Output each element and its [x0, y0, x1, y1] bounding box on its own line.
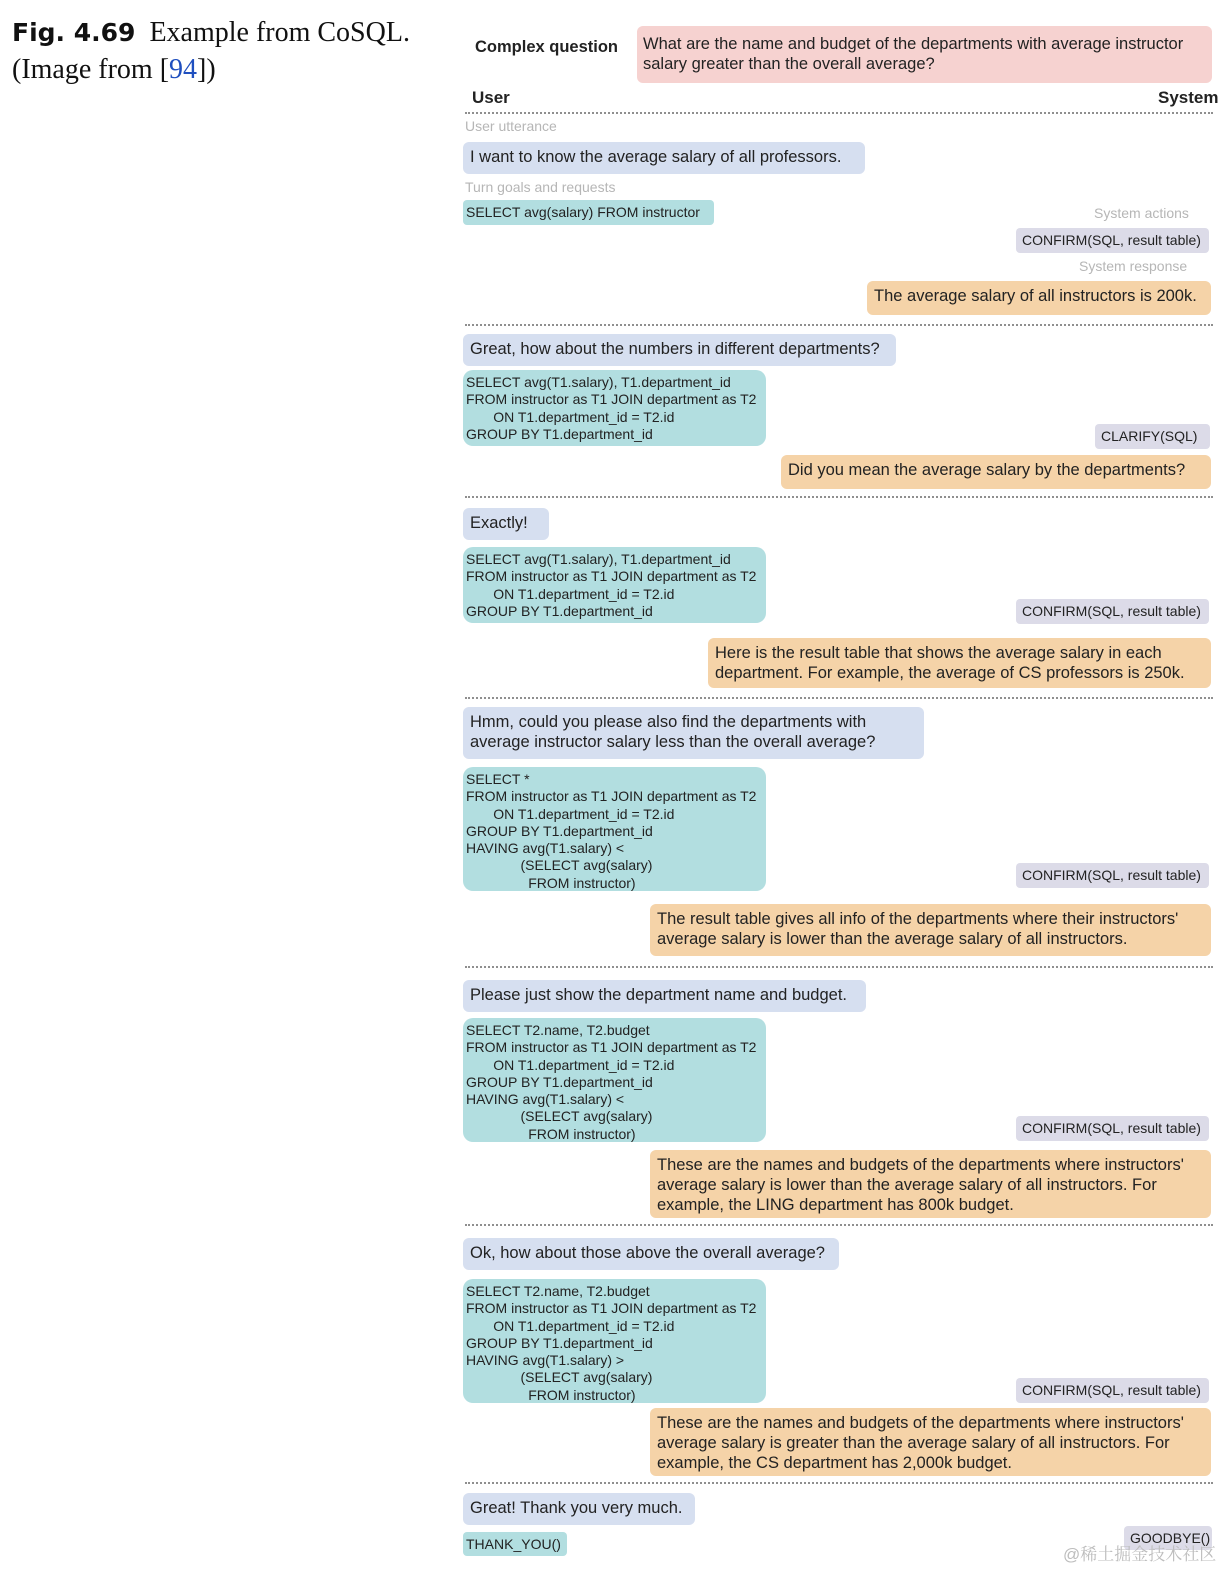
- user-utterance-5: Please just show the department name and budget.: [463, 980, 866, 1012]
- system-actions-label: System actions: [1094, 205, 1189, 221]
- system-action-4: CONFIRM(SQL, result table): [1016, 863, 1209, 888]
- sql-query-1: SELECT avg(salary) FROM instructor: [463, 200, 714, 225]
- turn-divider: [465, 112, 1213, 114]
- sql-query-7: THANK_YOU(): [463, 1532, 567, 1556]
- caption-text: Example from CoSQL. (Image from [: [12, 17, 410, 85]
- system-action-5: CONFIRM(SQL, result table): [1016, 1116, 1209, 1141]
- system-response-2: Did you mean the average salary by the departments?: [781, 455, 1211, 489]
- user-utterance-3: Exactly!: [463, 508, 549, 540]
- user-utterance-label: User utterance: [465, 118, 557, 134]
- system-response-4: The result table gives all info of the departments where their instructors' average salary is lower than the average salary of all instructors.: [650, 904, 1211, 956]
- system-action-3: CONFIRM(SQL, result table): [1016, 599, 1209, 624]
- system-response-label: System response: [1079, 258, 1188, 274]
- complex-question-bubble: What are the name and budget of the departments with average instructor salary greater than the overall average?: [637, 26, 1212, 83]
- system-response-6: These are the names and budgets of the departments where instructors' average salary is greater than the average salary of all instructors. For example, the CS department has 2,000k budget.: [650, 1408, 1211, 1476]
- turn-goals-label: Turn goals and requests: [465, 179, 616, 195]
- figure-caption: [12, 14, 412, 88]
- figure-number: Fig. 4.69: [12, 18, 136, 47]
- system-response-1: The average salary of all instructors is 200k.: [867, 281, 1211, 315]
- turn-divider: [465, 1482, 1213, 1484]
- turn-divider: [465, 697, 1213, 699]
- system-action-2: CLARIFY(SQL): [1095, 424, 1210, 449]
- system-column-header: System: [1158, 88, 1219, 107]
- user-column-header: User: [472, 88, 510, 107]
- system-action-6: CONFIRM(SQL, result table): [1016, 1378, 1209, 1403]
- system-response-5: These are the names and budgets of the departments where instructors' average salary is lower than the average salary of all instructors. For example, the LING department has 800k budget.: [650, 1150, 1211, 1218]
- watermark: @稀土掘金技术社区: [1063, 1545, 1217, 1564]
- caption-close: ]): [197, 54, 216, 85]
- turn-divider: [465, 966, 1213, 968]
- sql-query-4: SELECT * FROM instructor as T1 JOIN department as T2 ON T1.department_id = T2.id GROUP BY T1.department_id HAVING avg(T1.salary) < (SELECT avg(salary) FROM instructor): [463, 767, 766, 891]
- complex-question-label: Complex question: [475, 38, 619, 56]
- sql-query-5: SELECT T2.name, T2.budget FROM instructor as T1 JOIN department as T2 ON T1.department_id = T2.id GROUP BY T1.department_id HAVING avg(T1.salary) < (SELECT avg(salary) FROM instructor): [463, 1018, 766, 1142]
- system-response-3: Here is the result table that shows the average salary in each department. For example, the average of CS professors is 250k.: [708, 638, 1211, 688]
- caption-reference-link[interactable]: 94: [169, 54, 198, 85]
- turn-divider: [465, 324, 1213, 326]
- system-action-1: CONFIRM(SQL, result table): [1016, 228, 1209, 253]
- user-utterance-2: Great, how about the numbers in different departments?: [463, 334, 896, 366]
- turn-divider: [465, 1224, 1213, 1226]
- sql-query-3: SELECT avg(T1.salary), T1.department_id FROM instructor as T1 JOIN department as T2 ON T1.department_id = T2.id GROUP BY T1.department_id: [463, 547, 766, 623]
- user-utterance-6: Ok, how about those above the overall average?: [463, 1238, 839, 1270]
- system-action-7: GOODBYE(): [1124, 1526, 1212, 1550]
- user-utterance-7: Great! Thank you very much.: [463, 1493, 695, 1525]
- user-utterance-1: I want to know the average salary of all professors.: [463, 142, 865, 174]
- turn-divider: [465, 496, 1213, 498]
- sql-query-6: SELECT T2.name, T2.budget FROM instructor as T1 JOIN department as T2 ON T1.department_id = T2.id GROUP BY T1.department_id HAVING avg(T1.salary) > (SELECT avg(salary) FROM instructor): [463, 1279, 766, 1403]
- sql-query-2: SELECT avg(T1.salary), T1.department_id FROM instructor as T1 JOIN department as T2 ON T1.department_id = T2.id GROUP BY T1.department_id: [463, 370, 766, 446]
- user-utterance-4: Hmm, could you please also find the departments with average instructor salary less than the overall average?: [463, 707, 924, 759]
